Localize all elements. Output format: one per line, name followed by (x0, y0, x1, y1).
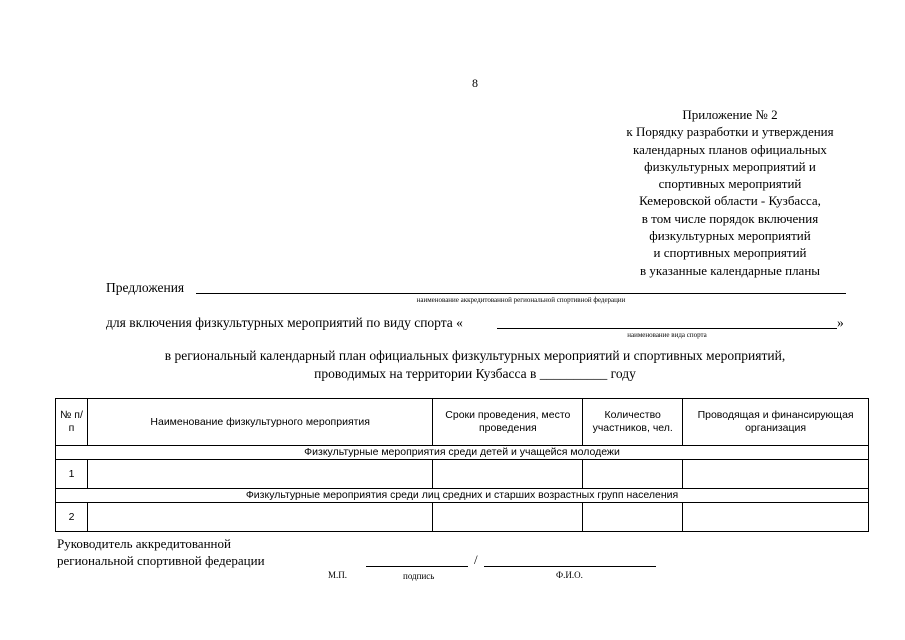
stamp-label: М.П. (328, 570, 348, 580)
inclusion-prefix: для включения физкультурных мероприятий по виду спорта « (106, 315, 463, 330)
page-number: 8 (472, 76, 478, 90)
table-cell[interactable] (683, 503, 869, 532)
table-cell[interactable] (583, 460, 683, 489)
sport-name-field[interactable] (497, 328, 837, 329)
appendix-line: к Порядку разработки и утверждения (626, 124, 834, 140)
appendix-line: спортивных мероприятий (658, 176, 802, 192)
section-title: Физкультурные мероприятия среди детей и учащейся молодежи (56, 446, 869, 460)
appendix-block (580, 106, 880, 279)
table-cell[interactable] (433, 460, 583, 489)
appendix-line: Кемеровской области - Кузбасса, (639, 193, 821, 209)
table-header-row (56, 399, 869, 446)
federation-name-field[interactable] (196, 293, 846, 294)
proposals-table (55, 398, 869, 532)
appendix-line: в том числе порядок включения (641, 210, 819, 226)
row-number: 2 (56, 503, 88, 532)
signer-title-line-2: региональной спортивной федерации (57, 553, 265, 568)
signature-field[interactable] (366, 566, 468, 567)
table-cell[interactable] (683, 460, 869, 489)
full-name-field[interactable] (484, 566, 656, 567)
signature-slash: / (474, 552, 478, 567)
plan-line-2: проводимых на территории Кузбасса в __________ году (314, 366, 636, 381)
sport-caption: наименование вида спорта (627, 331, 707, 339)
federation-caption: наименование аккредитованной региональной спортивной федерации (416, 296, 626, 304)
table-cell[interactable] (433, 503, 583, 532)
name-label: Ф.И.О. (556, 570, 583, 580)
table-cell[interactable] (583, 503, 683, 532)
table-row (56, 503, 869, 532)
section-row (56, 489, 869, 503)
appendix-line: в указанные календарные планы (639, 262, 821, 278)
column-header: Проводящая и финансирующая организация (683, 399, 869, 446)
table-cell[interactable] (87, 460, 432, 489)
appendix-line: календарных планов официальных (633, 141, 827, 157)
table-cell[interactable] (87, 503, 432, 532)
column-header: Количество участников, чел. (583, 399, 683, 446)
plan-line-1: в региональный календарный план официальных физкультурных мероприятий и спортивных мероприятий, (164, 348, 786, 363)
sign-label: подпись (403, 571, 435, 581)
row-number: 1 (56, 460, 88, 489)
appendix-line: Приложение № 2 (682, 107, 778, 122)
table-row (56, 460, 869, 489)
appendix-line: физкультурных мероприятий и (644, 158, 816, 174)
column-header: Сроки проведения, место проведения (433, 399, 583, 446)
appendix-line: физкультурных мероприятий (649, 228, 811, 244)
section-row (56, 446, 869, 460)
inclusion-suffix: » (837, 315, 844, 330)
appendix-line: и спортивных мероприятий (653, 245, 807, 261)
proposals-label: Предложения (106, 280, 185, 295)
column-header: Наименование физкультурного мероприятия (87, 399, 432, 446)
column-header: № п/п (56, 399, 88, 446)
section-title: Физкультурные мероприятия среди лиц средних и старших возрастных групп населения (56, 489, 869, 503)
signer-title-line-1: Руководитель аккредитованной (57, 536, 231, 551)
